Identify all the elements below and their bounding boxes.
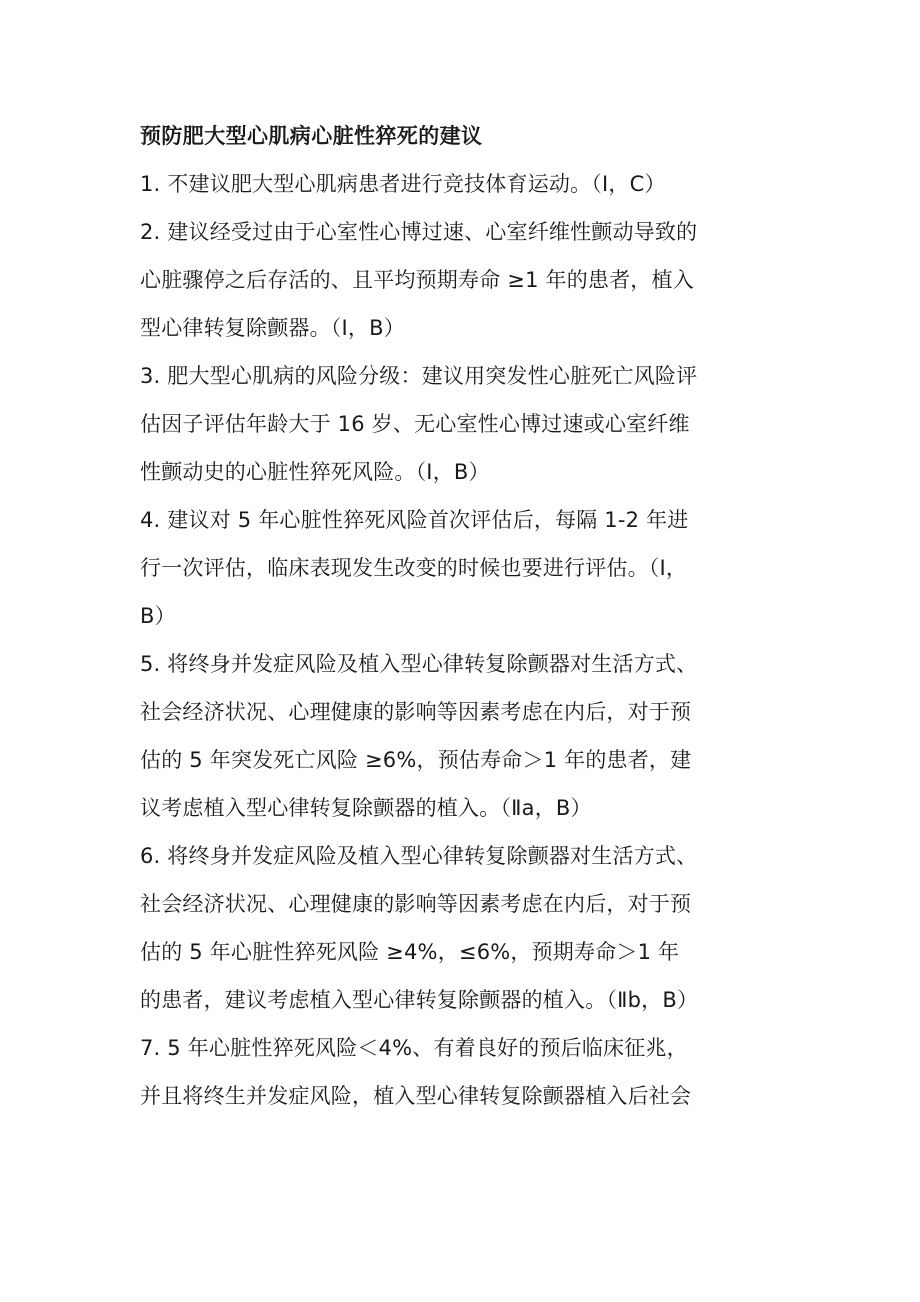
text-line: 估的 5 年突发死亡风险 ≥6%，预估寿命＞1 年的患者，建 bbox=[140, 748, 692, 772]
text-line: 型心律转复除颤器。（Ⅰ，B） bbox=[140, 316, 405, 340]
text-line: 7. 5 年心脏性猝死风险＜4%、有着良好的预后临床征兆， bbox=[140, 1036, 688, 1060]
text-line: 估因子评估年龄大于 16 岁、无心室性心博过速或心室纤维 bbox=[140, 412, 690, 436]
text-line: 社会经济状况、心理健康的影响等因素考虑在内后，对于预 bbox=[140, 892, 692, 916]
text-line: 性颤动史的心脏性猝死风险。（Ⅰ，B） bbox=[140, 460, 490, 484]
text-line: 并且将终生并发症风险，植入型心律转复除颤器植入后社会 bbox=[140, 1084, 692, 1108]
text-line: 1. 不建议肥大型心肌病患者进行竞技体育运动。（Ⅰ，C） bbox=[140, 172, 666, 196]
text-line: 5. 将终身并发症风险及植入型心律转复除颤器对生活方式、 bbox=[140, 652, 698, 676]
text-line: 行一次评估，临床表现发生改变的时候也要进行评估。（Ⅰ， bbox=[140, 556, 688, 580]
text-line: 6. 将终身并发症风险及植入型心律转复除颤器对生活方式、 bbox=[140, 844, 698, 868]
document-title: 预防肥大型心肌病心脏性猝死的建议 bbox=[140, 124, 483, 148]
text-line: 4. 建议对 5 年心脏性猝死风险首次评估后，每隔 1-2 年进 bbox=[140, 508, 689, 532]
text-line: 3. 肥大型心肌病的风险分级：建议用突发性心脏死亡风险评 bbox=[140, 364, 698, 388]
text-line: 2. 建议经受过由于心室性心博过速、心室纤维性颤动导致的 bbox=[140, 220, 698, 244]
document-body bbox=[140, 112, 800, 1120]
text-line: 心脏骤停之后存活的、且平均预期寿命 ≥1 年的患者，植入 bbox=[140, 268, 694, 292]
text-line: 的患者，建议考虑植入型心律转复除颤器的植入。（Ⅱb，B） bbox=[140, 988, 699, 1012]
text-line: B） bbox=[140, 604, 176, 628]
text-line: 社会经济状况、心理健康的影响等因素考虑在内后，对于预 bbox=[140, 700, 692, 724]
text-line: 议考虑植入型心律转复除颤器的植入。（Ⅱa，B） bbox=[140, 796, 592, 820]
text-line: 估的 5 年心脏性猝死风险 ≥4%，≤6%，预期寿命＞1 年 bbox=[140, 940, 680, 964]
